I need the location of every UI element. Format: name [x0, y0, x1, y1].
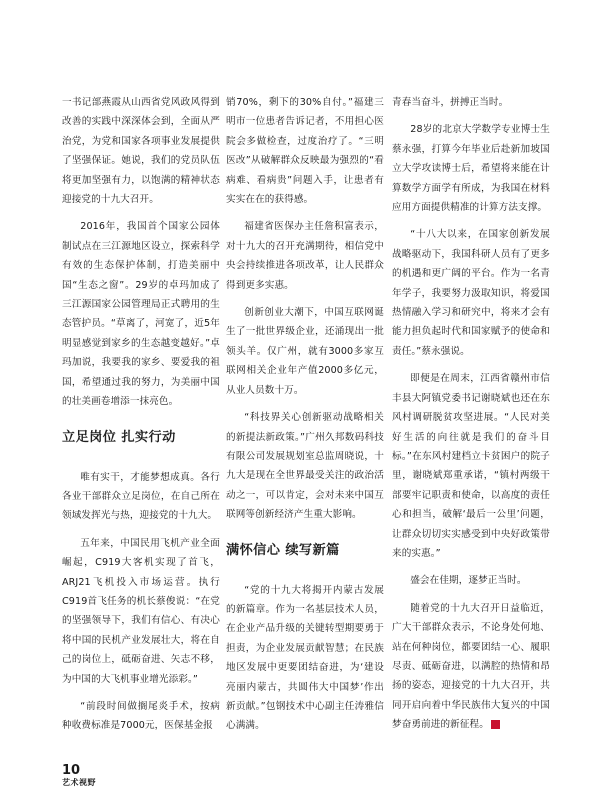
- paragraph: 创新创业大潮下，中国互联网诞生了一批世界级企业，还涌现出一批领头羊。仅广州，就有3000多家互联网相关企业年产值2000多亿元，从业人员数十万。: [226, 307, 384, 396]
- paragraph: “科技界关心创新驱动战略相关的新提法新政策。”广州久邦数码科技有限公司发展规划室总监周晓说，十九大是现在全世界最受关注的政治活动之一，可以肯定，会对未来中国互联网等创新经济产生重大影响。: [226, 412, 384, 521]
- column-2: [226, 93, 384, 744]
- paragraph: 随着党的十九大召开日益临近，广大干部群众表示，不论身处何地、站在何种岗位，都要团结一心、履职尽责、砥砺奋进，以满腔的热情和昂扬的姿态，迎接党的十九大召开，共同开启向着中华民族伟大复兴的中国梦奋勇前进的新征程。 N: [392, 602, 550, 731]
- article-end-mark: N: [491, 720, 500, 729]
- paragraph: 盛会在佳期，逐梦正当时。: [410, 575, 527, 587]
- paragraph: 即便是在周末，江西省赣州市信丰县大阿镇党委书记谢晓斌也还在东风村调研脱贫攻坚进展。“人民对美好生活的向往就是我们的奋斗目标。”在东风村建档立卡贫困户的院子里，谢晓斌郑重承诺，“镇村两级干部要牢记职责和使命，以高度的责任心和担当，破解‘最后一公里’问题，让群众切切实实感受到中央好政策带来的实惠。”: [392, 373, 550, 559]
- column-3: [392, 93, 550, 743]
- paragraph: “十八大以来，在国家创新发展战略驱动下，我国科研人员有了更多的机遇和更广阔的平台。作为一名青年学子，我要努力汲取知识，将爱国热情融入学习和研究中，将来才会有能力担负起时代和国家赋予的使命和责任。”蔡永强说。: [392, 229, 550, 357]
- page-number: 10: [62, 763, 81, 778]
- section-heading: 满怀信心 续写新篇: [226, 542, 340, 558]
- page-footer: [62, 764, 96, 787]
- section-heading: 立足岗位 扎实行动: [62, 429, 176, 445]
- paragraph: 一书记部燕霞从山西省党风政风得到改善的实践中深深体会到，全面从严治党，为党和国家各项事业发展提供了坚强保证。她说，我们的党员队伍将更加坚强有力，以饱满的精神状态迎接党的十九大召开。: [62, 97, 220, 206]
- paragraph: 销70%，剩下的30%自付。”福建三明市一位患者告诉记者，不用担心医院会多做检查，过度治疗了。“三明医改”从破解群众反映最为强烈的“看病难、看病贵”问题入手，让患者有实实在在的获得感。: [226, 97, 384, 206]
- column-1: [62, 93, 220, 744]
- paragraph: 五年来，中国民用飞机产业全面崛起，C919大客机实现了首飞，ARJ21飞机投入市场运营。执行C919首飞任务的机长蔡俊说：“在党的坚强领导下，我们有信心、有决心将中国的民机产业发展壮大，将在自己的岗位上，砥砺奋进、矢志不移，为中国的大飞机事业增光添彩。”: [62, 537, 220, 685]
- paragraph: 28岁的北京大学数学专业博士生蔡永强，打算今年毕业后赴新加坡国立大学攻读博士后，希望将来能在计算数学方面学有所成，为我国在材料应用方面提供精准的计算方法支撑。: [392, 124, 550, 214]
- paragraph: 青春当奋斗，拼搏正当时。: [392, 97, 509, 108]
- magazine-logo: 艺术视野: [62, 778, 96, 787]
- paragraph: 唯有实干，才能梦想成真。各行各业干部群众立足岗位，在自己所在领域发挥光与热，迎接党的十九大。: [62, 471, 220, 522]
- paragraph: 2016年，我国首个国家公园体制试点在三江源地区设立，探索科学有效的生态保护体制，打造美丽中国“生态之窗”。29岁的卓玛加成了三江源国家公园管理局正式聘用的生态管护员。“草离了，河宽了，近5年明显感觉到家乡的生态越变越好。”卓玛加说，我要我的家乡、要爱我的祖国，希望通过我的努力，为美丽中国的壮美画卷增添一抹亮色。: [62, 221, 220, 408]
- paragraph: 福建省医保办主任詹积富表示，对十九大的召开充满期待，相信党中央会持续推进各项改革，让人民群众得到更多实惠。: [226, 221, 384, 291]
- paragraph: “前段时间做搁尾炎手术，按病种收费标准是7000元，医保基金报: [62, 700, 220, 732]
- paragraph: “党的十九大将揭开内蒙古发展的新篇章。作为一名基层技术人员，在企业产品升级的关键转型期要勇于担责，为企业发展贡献智慧；在民族地区发展中更要团结奋进，为‘建设亮丽内蒙古，共圆伟大中国梦’作出新贡献。”包钢技术中心副主任涛雅信心满满。: [226, 584, 384, 732]
